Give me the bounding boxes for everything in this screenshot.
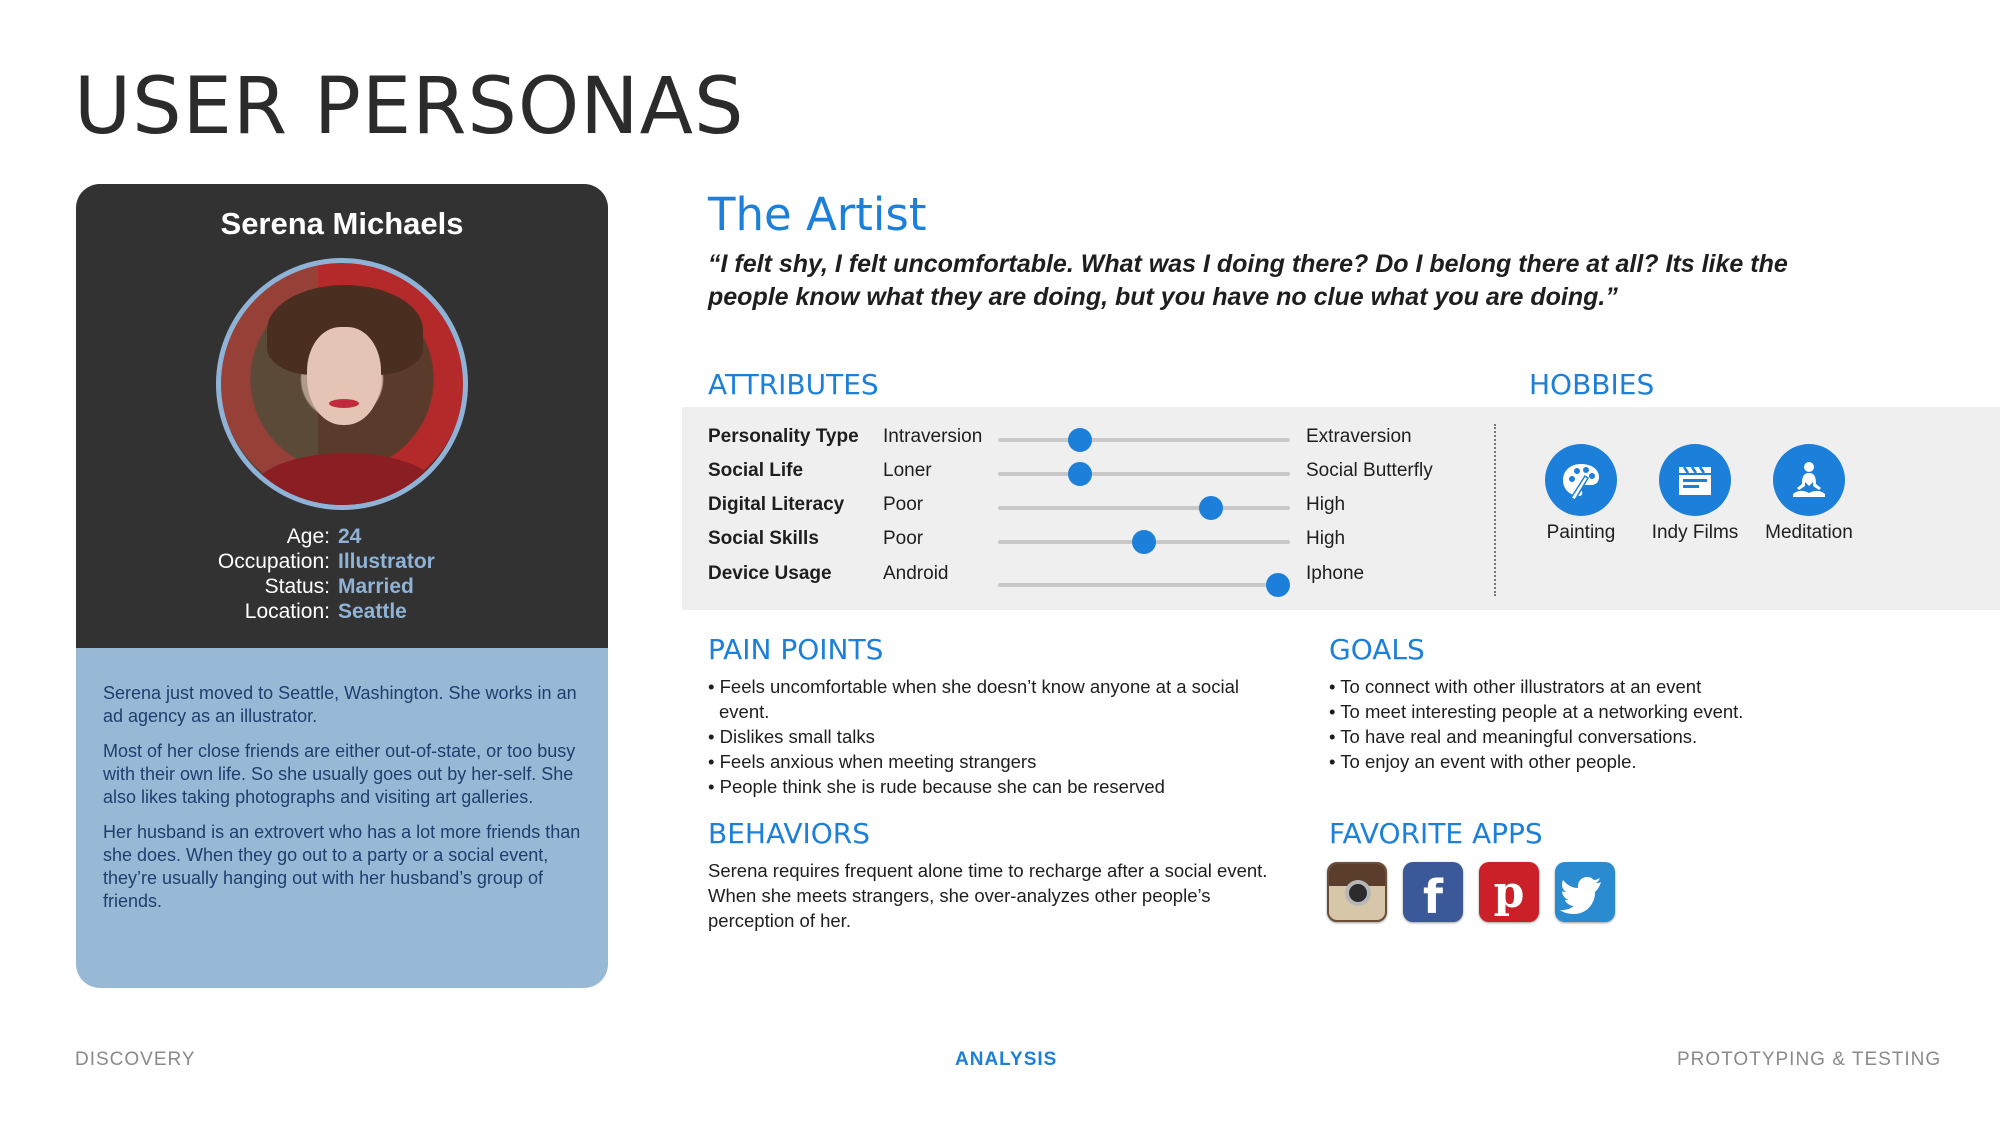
fact-value: Seattle [338, 600, 407, 623]
attribute-low-label: Loner [883, 460, 932, 481]
persona-facts [76, 524, 608, 624]
attribute-high-label: High [1306, 494, 1346, 515]
attribute-slider[interactable] [998, 540, 1290, 544]
footer-prototyping[interactable]: PROTOTYPING & TESTING [1677, 1049, 1942, 1070]
attribute-low-label: Poor [883, 494, 924, 515]
clapperboard-icon [1659, 444, 1731, 516]
persona-card [76, 184, 608, 988]
list-item: • To enjoy an event with other people. [1329, 749, 1929, 774]
persona-quote: “I felt shy, I felt uncomfortable. What was I doing there? Do I belong there at all? Its like the people know what they are doing, but you have no clue what you are doing.” [708, 250, 1788, 311]
hobby-item [1752, 444, 1866, 544]
attributes-title: ATTRIBUTES [708, 368, 879, 401]
attribute-name: Personality Type [708, 426, 859, 447]
list-item: • To meet interesting people at a networking event. [1329, 699, 1929, 724]
persona-role: The Artist [708, 188, 927, 241]
attribute-row [708, 494, 1468, 522]
slider-knob[interactable] [1068, 462, 1092, 486]
attribute-name: Social Skills [708, 528, 819, 549]
palette-icon [1545, 444, 1617, 516]
favorite-apps-list [1327, 862, 1615, 922]
list-item: • Feels uncomfortable when she doesn’t know anyone at a social event. [708, 674, 1248, 724]
fact-occupation [76, 549, 608, 574]
slider-knob[interactable] [1199, 496, 1223, 520]
hobby-label: Meditation [1765, 522, 1853, 543]
fact-label: Age: [286, 525, 330, 548]
instagram-icon[interactable] [1327, 862, 1387, 922]
fact-value: Illustrator [338, 550, 435, 573]
attribute-low-label: Intraversion [883, 426, 983, 447]
hobby-label: Indy Films [1651, 522, 1739, 543]
attribute-high-label: Social Butterfly [1306, 460, 1433, 481]
slider-knob[interactable] [1068, 428, 1092, 452]
persona-card-header [76, 184, 608, 648]
pain-points-title: PAIN POINTS [708, 633, 884, 666]
attribute-slider[interactable] [998, 583, 1290, 587]
attribute-slider[interactable] [998, 438, 1290, 442]
pain-points-list [708, 674, 1248, 799]
goals-title: GOALS [1329, 633, 1425, 666]
attribute-high-label: High [1306, 528, 1346, 549]
bio-paragraph: Most of her close friends are either out-of-state, or too busy with their own life. So she usually goes out by her-self. She also likes taking photographs and visiting art galleries. [103, 741, 576, 807]
page-title: USER PERSONAS [74, 62, 745, 152]
pinterest-icon[interactable]: p [1479, 862, 1539, 922]
attribute-low-label: Poor [883, 528, 924, 549]
slider-knob[interactable] [1132, 530, 1156, 554]
attribute-high-label: Extraversion [1306, 426, 1412, 447]
attribute-low-label: Android [883, 563, 949, 584]
attribute-row [708, 426, 1468, 454]
fact-status [76, 574, 608, 599]
list-item: • Dislikes small talks [708, 724, 1248, 749]
attribute-name: Device Usage [708, 563, 832, 584]
hobby-label: Painting [1546, 522, 1616, 543]
list-item: • To have real and meaningful conversations. [1329, 724, 1929, 749]
facebook-icon[interactable]: f [1403, 862, 1463, 922]
attribute-row [708, 528, 1468, 556]
behaviors-text: Serena requires frequent alone time to recharge after a social event. When she meets strangers, she over-analyzes other people’s perception of her. [708, 860, 1268, 931]
persona-bio [103, 682, 583, 925]
footer-discovery[interactable]: DISCOVERY [75, 1049, 196, 1070]
attribute-slider[interactable] [998, 472, 1290, 476]
attribute-row [708, 460, 1468, 488]
hobbies-title: HOBBIES [1529, 368, 1655, 401]
hobby-item [1638, 444, 1752, 544]
attribute-high-label: Iphone [1306, 563, 1365, 584]
fact-value: 24 [338, 525, 362, 548]
attribute-slider[interactable] [998, 506, 1290, 510]
avatar [216, 258, 468, 510]
list-item: • People think she is rude because she can be reserved [708, 774, 1248, 799]
divider [1494, 424, 1496, 596]
fact-label: Location: [244, 600, 330, 623]
fact-value: Married [338, 575, 414, 598]
fact-label: Occupation: [217, 550, 330, 573]
behaviors-title: BEHAVIORS [708, 817, 870, 850]
hobby-item [1524, 444, 1638, 544]
fact-label: Status: [264, 575, 330, 598]
bio-paragraph: Her husband is an extrovert who has a lot more friends than she does. When they go out to a party or a social event, they’re usually hanging out with her husband’s group of friends. [103, 822, 581, 911]
list-item: • Feels anxious when meeting strangers [708, 749, 1248, 774]
fact-location [76, 599, 608, 624]
fact-age [76, 524, 608, 549]
hobbies-list [1524, 444, 1866, 544]
favorite-apps-title: FAVORITE APPS [1329, 817, 1543, 850]
persona-name: Serena Michaels [220, 206, 464, 241]
meditation-icon [1773, 444, 1845, 516]
attribute-name: Digital Literacy [708, 494, 845, 515]
attribute-name: Social Life [708, 460, 804, 481]
bio-paragraph: Serena just moved to Seattle, Washington. She works in an ad agency as an illustrator. [103, 683, 577, 726]
attribute-row [708, 563, 1468, 591]
list-item: • To connect with other illustrators at an event [1329, 674, 1929, 699]
twitter-icon[interactable] [1555, 862, 1615, 922]
footer-analysis[interactable]: ANALYSIS [955, 1049, 1058, 1070]
goals-list [1329, 674, 1929, 774]
